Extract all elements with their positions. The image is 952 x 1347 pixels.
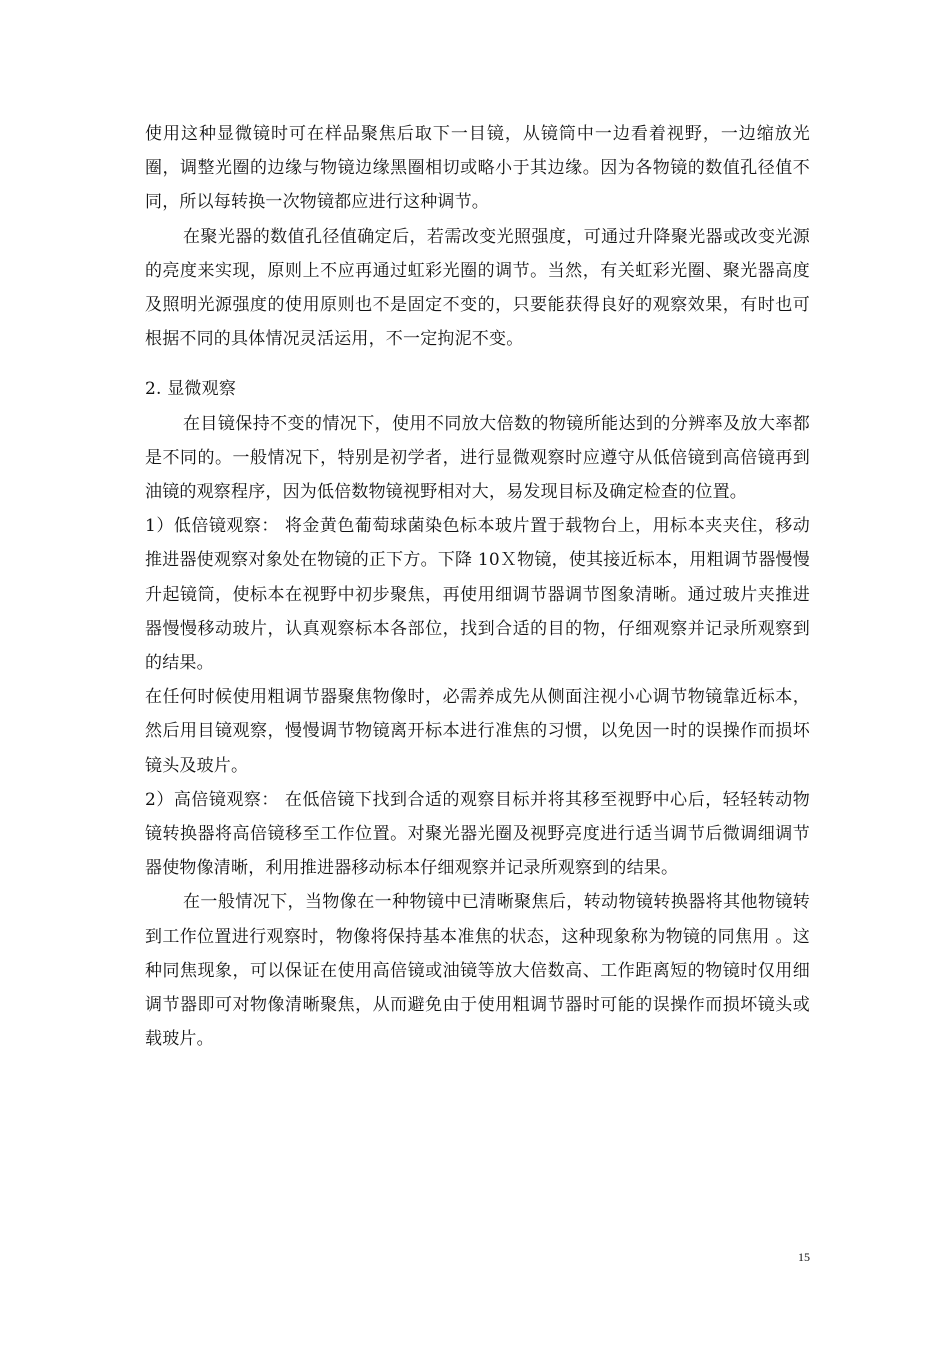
section-heading-microscopic-observation: 2. 显微观察 [145, 379, 237, 400]
paragraph-low-power-observation: 1）低倍镜观察： 将金黄色葡萄球菌染色标本玻片置于载物台上，用标本夹夹住，移动推进器使观察对象处在物镜的正下方。下降 10Ｘ物镜，使其接近标本，用粗调节器慢慢升起镜筒，使标本在视野中初步聚焦，再使用细调节器调节图象清晰。通过玻片夹推进器慢慢移动玻片，认真观察标本各部位，找到合适的目的物，仔细观察并记录所观察到的结果。 [145, 516, 810, 674]
paragraph-high-power-observation: 2）高倍镜观察： 在低倍镜下找到合适的观察目标并将其移至视野中心后，轻轻转动物镜转换器将高倍镜移至工作位置。对聚光器光圈及视野亮度进行适当调节后微调细调节器使物像清晰，利用推进器移动标本仔细观察并记录所观察到的结果。 [145, 789, 810, 879]
page-number: 15 [798, 1250, 810, 1264]
page-body [145, 117, 810, 1056]
paragraph-coarse-focus-caution: 在任何时候使用粗调节器聚焦物像时，必需养成先从侧面注视小心调节物镜靠近标本，然后用目镜观察，慢慢调节物镜离开标本进行准焦的习惯，以免因一时的误操作而损坏镜头及玻片。 [145, 687, 810, 776]
paragraph-parfocal: 在一般情况下，当物像在一种物镜中已清晰聚焦后，转动物镜转换器将其他物镜转到工作位置进行观察时，物像将保持基本准焦的状态，这种现象称为物镜的同焦用 。这种同焦现象，可以保证在使用高倍镜或油镜等放大倍数高、工作距离短的物镜时仅用细调节器即可对物像清晰聚焦，从而避免由于使用粗调节器时可能的误操作而损坏镜头或载玻片。 [145, 892, 810, 1050]
paragraph-light-intensity: 在聚光器的数值孔径值确定后，若需改变光照强度，可通过升降聚光器或改变光源的亮度来实现，原则上不应再通过虹彩光圈的调节。当然，有关虹彩光圈、聚光器高度及照明光源强度的使用原则也不是固定不变的，只要能获得良好的观察效果，有时也可根据不同的具体情况灵活运用，不一定拘泥不变。 [145, 226, 810, 350]
paragraph-aperture-adjustment: 使用这种显微镜时可在样品聚焦后取下一目镜，从镜筒中一边看着视野，一边缩放光圈，调整光圈的边缘与物镜边缘黑圈相切或略小于其边缘。因为各物镜的数值孔径值不同，所以每转换一次物镜都应进行这种调节。 [145, 124, 810, 213]
paragraph-observation-order: 在目镜保持不变的情况下，使用不同放大倍数的物镜所能达到的分辨率及放大率都是不同的。一般情况下，特别是初学者，进行显微观察时应遵守从低倍镜到高倍镜再到油镜的观察程序，因为低倍数物镜视野相对大，易发现目标及确定检查的位置。 [145, 413, 810, 503]
